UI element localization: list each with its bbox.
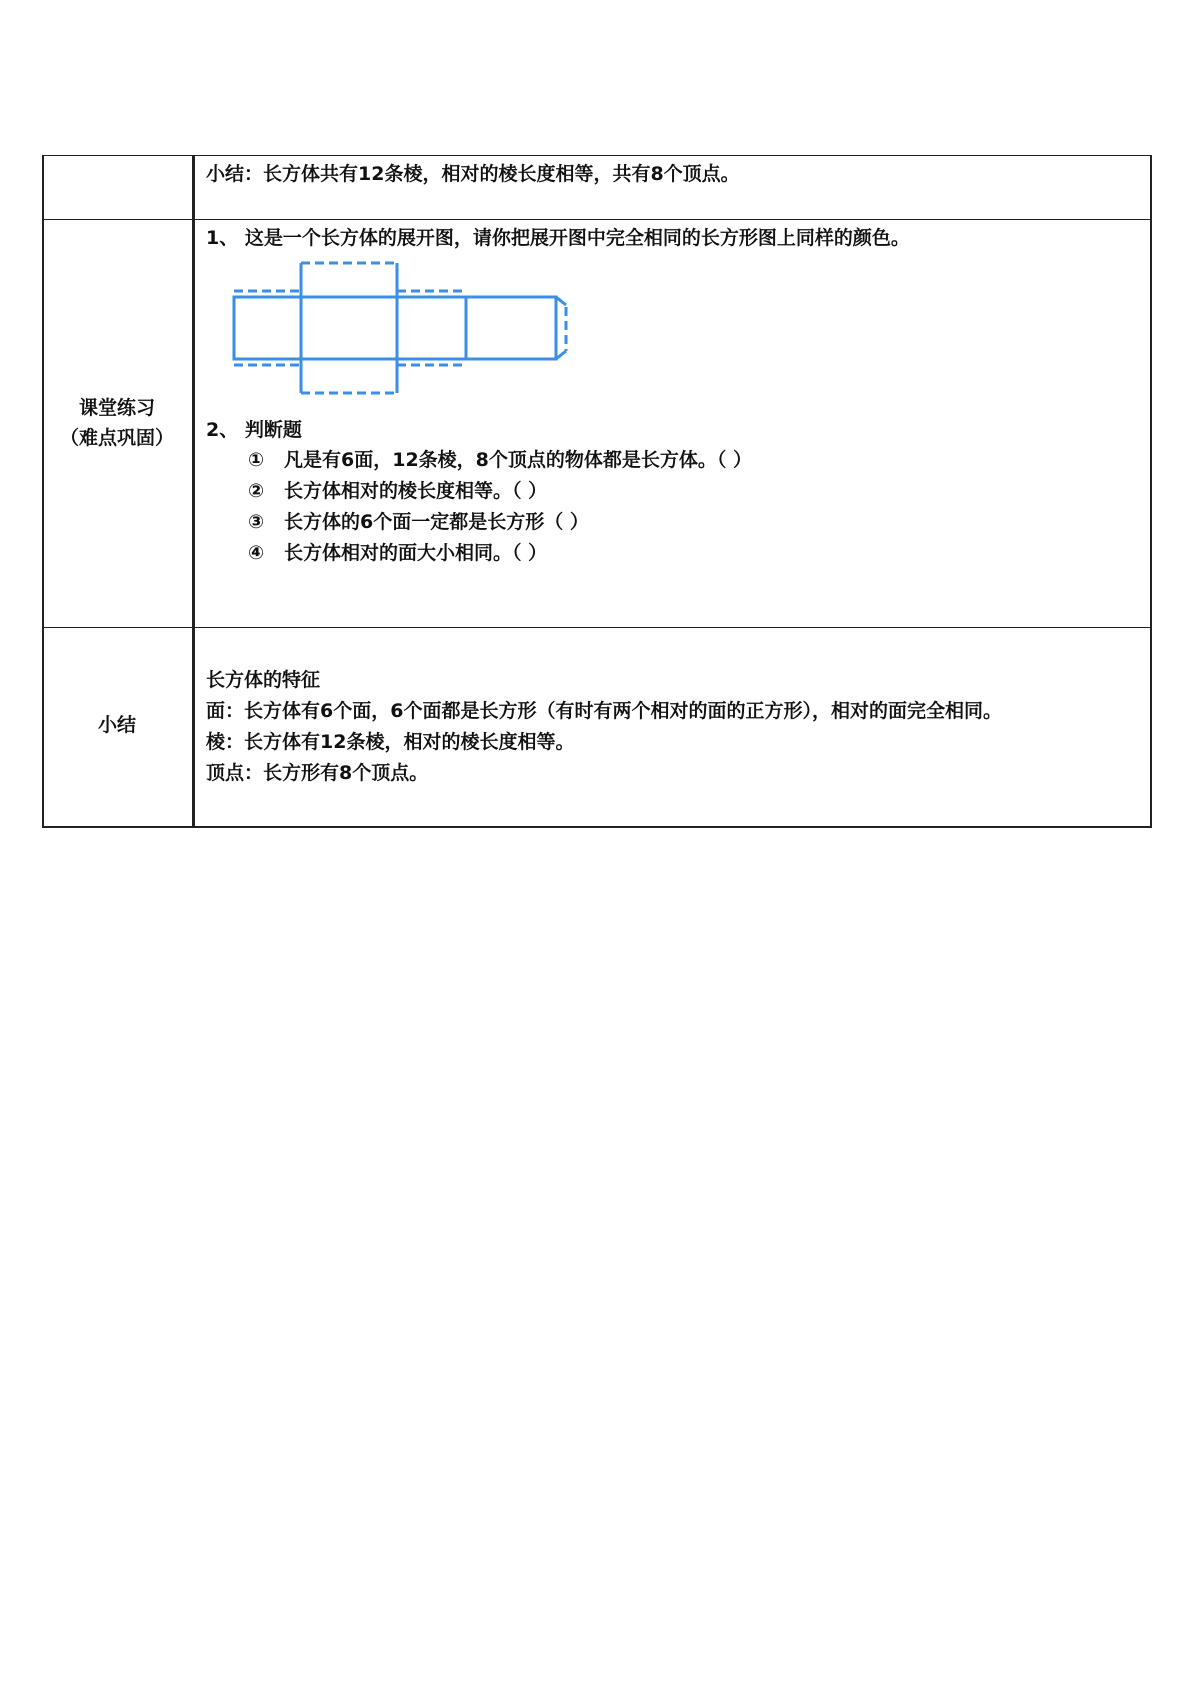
- practice-label-line2: （难点巩固）: [59, 427, 174, 449]
- table-divider-2: [42, 627, 1152, 628]
- item-number: ③: [248, 511, 265, 533]
- judgment-item-2: [206, 476, 752, 507]
- table-border-bottom: [42, 826, 1152, 828]
- table-column-divider: [192, 155, 195, 828]
- question-1: 1、 这是一个长方体的展开图，请你把展开图中完全相同的长方形图上同样的颜色。: [206, 227, 910, 249]
- conclusion-vertex: 顶点：长方形有8个顶点。: [206, 762, 429, 784]
- item-text: 长方体相对的棱长度相等。（ ）: [284, 480, 548, 502]
- conclusion-edge: 棱：长方体有12条棱，相对的棱长度相等。: [206, 731, 575, 753]
- conclusion-title: 长方体的特征: [206, 669, 321, 691]
- table-border-top: [42, 155, 1152, 156]
- conclusion-content: [206, 665, 1002, 789]
- item-number: ①: [248, 449, 265, 471]
- net-strip-outline: [234, 297, 556, 359]
- conclusion-label: 小结: [97, 714, 136, 736]
- practice-label-line1: 课堂练习: [78, 397, 155, 419]
- item-text: 长方体的6个面一定都是长方形（ ）: [284, 511, 589, 533]
- judgment-item-1: [206, 445, 752, 476]
- question-2-title: 2、 判断题: [206, 419, 302, 441]
- item-number: ②: [248, 480, 265, 502]
- conclusion-face: 面：长方体有6个面，6个面都是长方形（有时有两个相对的面的正方形），相对的面完全相同。: [206, 700, 1002, 722]
- judgment-item-3: [206, 507, 752, 538]
- summary-text: 小结：长方体共有12条棱，相对的棱长度相等，共有8个顶点。: [206, 163, 740, 185]
- judgment-list: [206, 445, 752, 569]
- table-border-right: [1150, 155, 1152, 828]
- item-text: 凡是有6面，12条棱，8个顶点的物体都是长方体。（ ）: [284, 449, 752, 471]
- lesson-table: [42, 155, 1152, 827]
- item-number: ④: [248, 542, 265, 564]
- cuboid-net-diagram: [232, 259, 652, 419]
- practice-label: [42, 393, 192, 453]
- table-divider-1: [42, 219, 1152, 220]
- item-text: 长方体相对的面大小相同。（ ）: [284, 542, 548, 564]
- judgment-item-4: [206, 538, 752, 569]
